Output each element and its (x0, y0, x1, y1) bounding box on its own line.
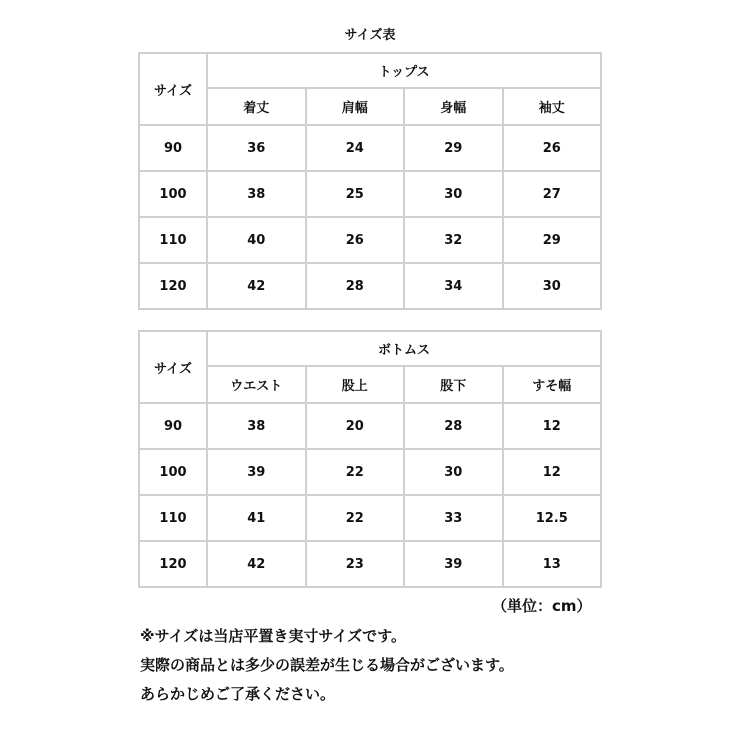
table-row (139, 217, 601, 263)
column-header: 袖丈 (503, 88, 602, 125)
table-cell: 34 (404, 263, 503, 309)
table-cell: 26 (503, 125, 602, 171)
table-cell: 23 (306, 541, 405, 587)
bottoms-size-table (138, 330, 602, 588)
table-row (139, 171, 601, 217)
table-row (139, 495, 601, 541)
size-cell: 100 (139, 171, 207, 217)
table-cell: 28 (404, 403, 503, 449)
table-cell: 12 (503, 449, 602, 495)
table-cell: 38 (207, 171, 306, 217)
table-row (139, 449, 601, 495)
table-cell: 22 (306, 449, 405, 495)
column-header: すそ幅 (503, 366, 602, 403)
column-header: 身幅 (404, 88, 503, 125)
group-header: ボトムス (207, 331, 601, 366)
table-row (139, 541, 601, 587)
column-header: 肩幅 (306, 88, 405, 125)
table-cell: 36 (207, 125, 306, 171)
size-header: サイズ (139, 331, 207, 403)
column-header: 着丈 (207, 88, 306, 125)
size-cell: 120 (139, 263, 207, 309)
column-header: 股下 (404, 366, 503, 403)
table-cell: 42 (207, 541, 306, 587)
size-cell: 110 (139, 495, 207, 541)
table-cell: 24 (306, 125, 405, 171)
table-cell: 25 (306, 171, 405, 217)
table-cell: 30 (404, 171, 503, 217)
size-cell: 90 (139, 125, 207, 171)
size-cell: 90 (139, 403, 207, 449)
page-title: サイズ表 (344, 28, 396, 43)
table-row (139, 263, 601, 309)
table-cell: 41 (207, 495, 306, 541)
table-cell: 39 (404, 541, 503, 587)
table-cell: 30 (503, 263, 602, 309)
unit-note: （単位：cm） (492, 597, 592, 615)
table-cell: 20 (306, 403, 405, 449)
table-cell: 40 (207, 217, 306, 263)
table-cell: 26 (306, 217, 405, 263)
table-row (139, 125, 601, 171)
table-cell: 13 (503, 541, 602, 587)
size-cell: 110 (139, 217, 207, 263)
table-cell: 27 (503, 171, 602, 217)
table-cell: 12.5 (503, 495, 602, 541)
table-row (139, 403, 601, 449)
tops-size-table (138, 52, 602, 310)
notes (140, 622, 514, 709)
table-cell: 38 (207, 403, 306, 449)
size-header: サイズ (139, 53, 207, 125)
table-cell: 29 (404, 125, 503, 171)
size-cell: 100 (139, 449, 207, 495)
table-cell: 28 (306, 263, 405, 309)
note-line: 実際の商品とは多少の誤差が生じる場合がございます。 (140, 656, 514, 674)
note-line: ※サイズは当店平置き実寸サイズです。 (140, 627, 406, 645)
table-cell: 33 (404, 495, 503, 541)
table-cell: 42 (207, 263, 306, 309)
table-cell: 39 (207, 449, 306, 495)
table-cell: 32 (404, 217, 503, 263)
table-cell: 30 (404, 449, 503, 495)
column-header: 股上 (306, 366, 405, 403)
column-header: ウエスト (207, 366, 306, 403)
size-cell: 120 (139, 541, 207, 587)
table-cell: 29 (503, 217, 602, 263)
table-cell: 12 (503, 403, 602, 449)
note-line: あらかじめご了承ください。 (140, 685, 336, 703)
table-cell: 22 (306, 495, 405, 541)
group-header: トップス (207, 53, 601, 88)
